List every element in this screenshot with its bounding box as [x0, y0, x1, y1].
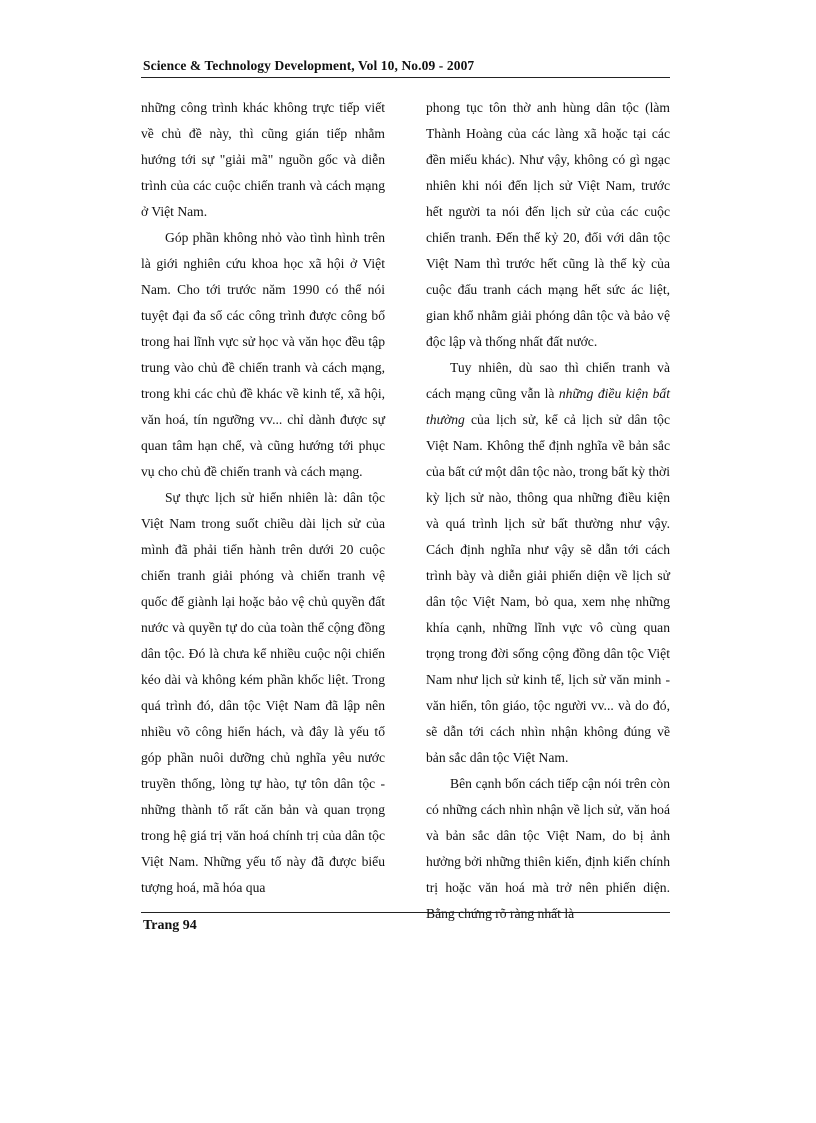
paragraph-text: của lịch sử, kể cả lịch sử dân tộc Việt Nam. Không thể định nghĩa về bản sắc của bất cứ một dân tộc nào, trong bất kỳ thời kỳ lịch sử nào, thông qua những điều kiện và quá trình lịch sử bất thường như vậy. Cách định nghĩa như vậy sẽ dẫn tới cách trình bày và diễn giải phiến diện về lịch sử dân tộc Việt Nam, bỏ qua, xem nhẹ những khía cạnh, những lĩnh vực vô cùng quan trọng trong đời sống cộng đồng dân tộc Việt Nam như lịch sử kinh tế, lịch sử văn minh - văn hiến, tôn giáo, tộc người vv... và do đó, sẽ dẫn tới cách nhìn nhận không đúng về bản sắc dân tộc Việt Nam.: [426, 412, 670, 765]
paragraph: Bên cạnh bốn cách tiếp cận nói trên còn có những cách nhìn nhận về lịch sử, văn hoá và bản sắc dân tộc Việt Nam, do bị ảnh hưởng bởi những thiên kiến, định kiến chính trị hoặc văn hoá mà trở nên phiến diện. Bằng chứng rõ ràng nhất là: [426, 776, 670, 921]
paragraph: những công trình khác không trực tiếp viết về chủ đề này, thì cũng gián tiếp nhằm hướng tới sự "giải mã" nguồn gốc và diễn trình của các cuộc chiến tranh và cách mạng ở Việt Nam.: [141, 100, 385, 219]
header-rule: [141, 77, 670, 78]
paragraph: Sự thực lịch sử hiển nhiên là: dân tộc Việt Nam trong suốt chiều dài lịch sử của mình đã phải tiến hành trên dưới 20 cuộc chiến tranh giải phóng và chiến tranh vệ quốc để giành lại hoặc bảo vệ chủ quyền đất nước và quyền tự do của toàn thể cộng đồng dân tộc. Đó là chưa kể nhiều cuộc nội chiến kéo dài và không kém phần khốc liệt. Trong quá trình đó, dân tộc Việt Nam đã lập nên nhiều võ công hiển hách, và đây là yếu tố góp phần nuôi dưỡng chủ nghĩa yêu nước truyền thống, lòng tự hào, tự tôn dân tộc - những thành tố rất căn bản và quan trọng trong hệ giá trị văn hoá chính trị của dân tộc Việt Nam. Những yếu tố này đã được biểu tượng hoá, mã hóa qua: [141, 490, 385, 895]
left-column: [141, 95, 385, 901]
page-number: Trang 94: [143, 918, 197, 933]
right-column: [426, 95, 670, 927]
italic-phrase: những điều kiện bất thường: [426, 386, 671, 427]
paragraph: Góp phần không nhỏ vào tình hình trên là giới nghiên cứu khoa học xã hội ở Việt Nam. Cho tới trước năm 1990 có thể nói tuyệt đại đa số các công trình được công bố trong hai lĩnh vực sử học và văn học đều tập trung vào chủ đề chiến tranh và cách mạng, trong khi các chủ đề khác về kinh tế, xã hội, văn hoá, tín ngưỡng vv... chỉ dành được sự quan tâm hạn chế, và cũng hướng tới phục vụ cho chủ đề chiến tranh và cách mạng.: [141, 230, 385, 479]
running-header: Science & Technology Development, Vol 10, No.09 - 2007: [143, 58, 475, 73]
footer-rule: [141, 912, 670, 913]
paragraph: phong tục tôn thờ anh hùng dân tộc (làm Thành Hoàng của các làng xã hoặc tại các đền miếu khác). Như vậy, không có gì ngạc nhiên khi nói đến lịch sử Việt Nam, trước hết người ta nói đến lịch sử của các cuộc chiến tranh. Đến thế kỷ 20, đối với dân tộc Việt Nam thì trước hết cũng là thế kỳ của cuộc đấu tranh cách mạng hết sức ác liệt, gian khổ nhằm giải phóng dân tộc và bảo vệ độc lập và thống nhất đất nước.: [426, 100, 670, 349]
paragraph-text: Tuy nhiên, dù sao thì chiến tranh và cách mạng cũng vẫn là: [426, 360, 670, 401]
paragraph: [426, 355, 670, 771]
